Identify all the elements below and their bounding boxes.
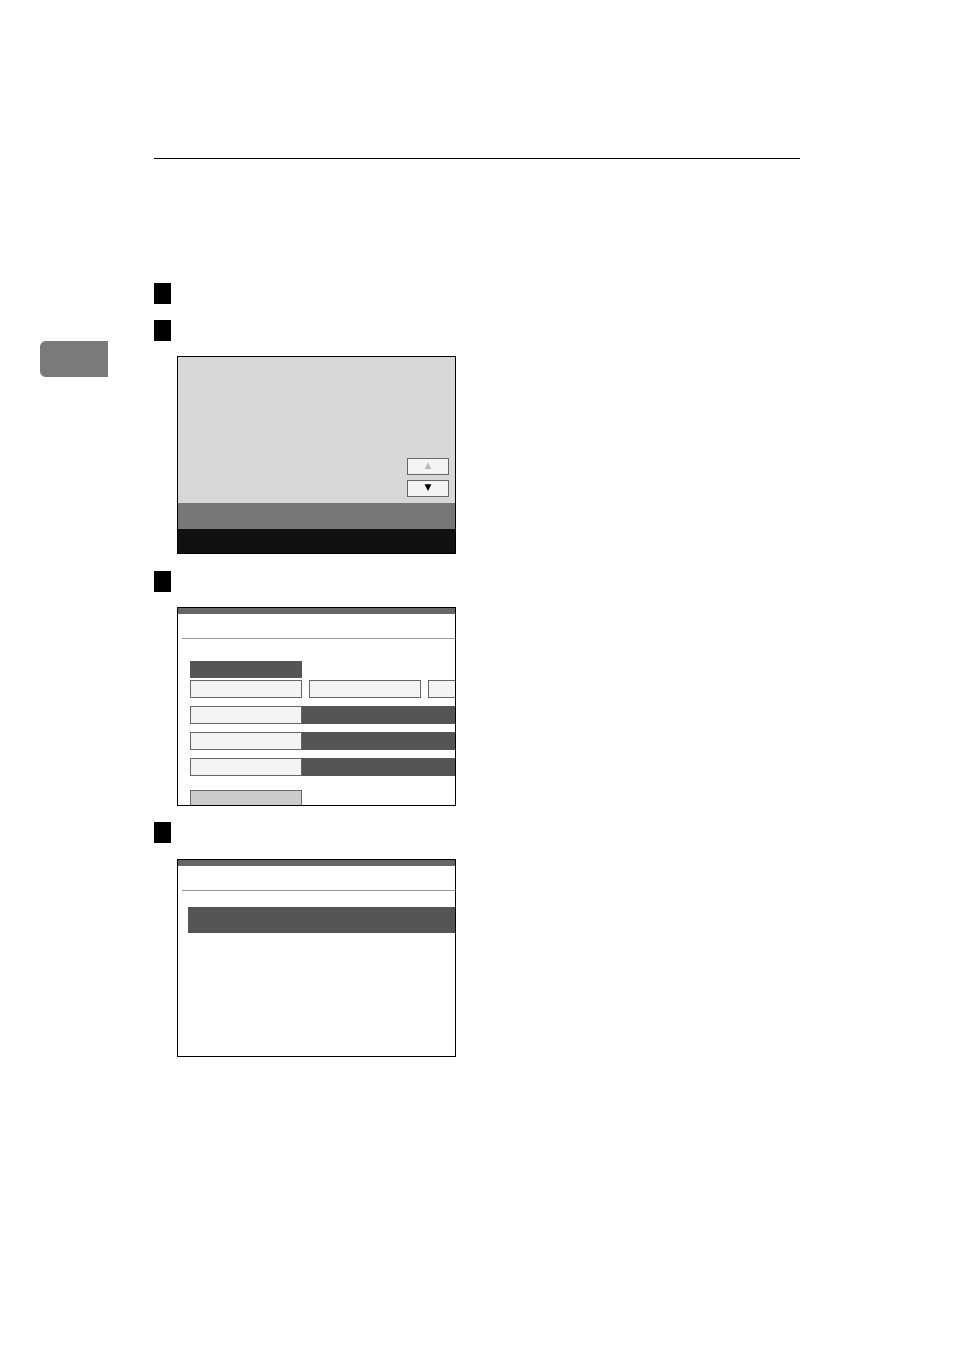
- scroll-up-button[interactable]: ▲: [407, 458, 449, 475]
- screen-fax-main: [177, 356, 456, 554]
- screen-subject-entry: [177, 859, 456, 1057]
- step-number: [154, 822, 171, 843]
- step-number: [154, 320, 171, 341]
- option-setting-button[interactable]: [190, 790, 302, 806]
- email-tx-results-button[interactable]: [190, 706, 302, 724]
- step-1: [154, 283, 177, 304]
- scroll-down-button[interactable]: ▼: [407, 480, 449, 497]
- step-3: [154, 571, 177, 592]
- step-number: [154, 571, 171, 592]
- reception-notice-button[interactable]: [309, 680, 421, 698]
- chapter-tab: [40, 341, 108, 377]
- step-4: [154, 822, 177, 843]
- header-rule: [154, 158, 800, 159]
- step-2: [154, 320, 177, 341]
- subject-input[interactable]: [188, 907, 455, 933]
- subject-button[interactable]: [190, 732, 302, 750]
- text-button[interactable]: [190, 758, 302, 776]
- send-later-button[interactable]: [190, 680, 302, 698]
- screen-transmission-mode: [177, 607, 456, 806]
- step-number: [154, 283, 171, 304]
- partial-button[interactable]: [428, 680, 456, 698]
